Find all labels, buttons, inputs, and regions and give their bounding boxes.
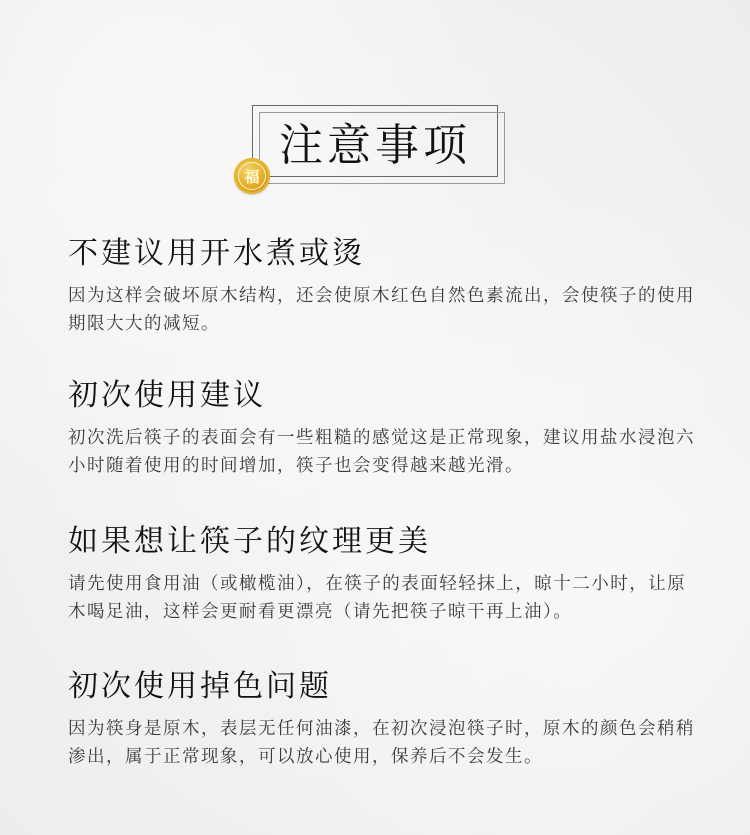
section-heading: 如果想让筷子的纹理更美 (68, 524, 431, 559)
section-heading: 初次使用建议 (68, 378, 266, 413)
section-body: 因为这样会破坏原木结构，还会使原木红色自然色素流出，会使筷子的使用期限大大的减短。 (68, 286, 695, 334)
page-title: 注意事项 (279, 120, 471, 171)
title-frame (252, 105, 498, 177)
section-body: 初次洗后筷子的表面会有一些粗糙的感觉这是正常现象，建议用盐水浸泡六小时随着使用的时间增加，筷子也会变得越来越光滑。 (68, 428, 695, 476)
seal-char: 福 (238, 162, 266, 190)
section-no-boiling (68, 236, 698, 338)
section-first-use-advice (68, 378, 698, 480)
fortune-seal-icon (234, 158, 270, 194)
section-texture-tips (68, 524, 698, 626)
section-body: 因为筷身是原木，表层无任何油漆，在初次浸泡筷子时，原木的颜色会稍稍渗出，属于正常现象，可以放心使用，保养后不会发生。 (68, 719, 695, 767)
section-heading: 不建议用开水煮或烫 (68, 236, 365, 271)
section-body: 请先使用食用油（或橄榄油），在筷子的表面轻轻抹上，晾十二小时，让原木喝足油，这样会更耐看更漂亮（请先把筷子晾干再上油）。 (68, 574, 687, 622)
section-color-fading (68, 669, 698, 771)
section-heading: 初次使用掉色问题 (68, 669, 332, 704)
